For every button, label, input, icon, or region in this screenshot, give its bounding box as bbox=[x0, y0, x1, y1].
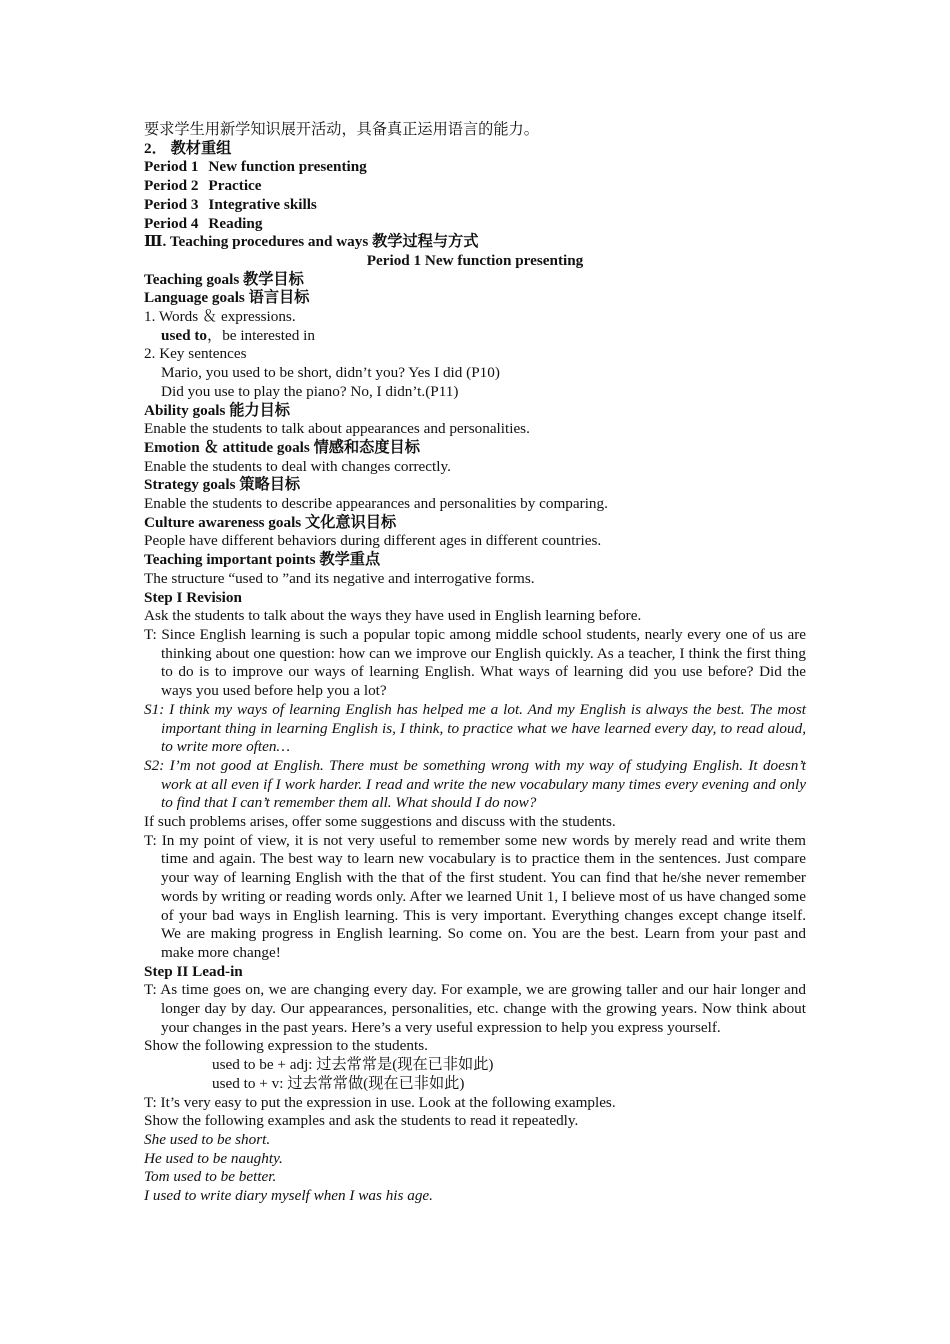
example-sentence: Tom used to be better. bbox=[144, 1168, 277, 1186]
expression-line: used to be + adj: 过去常常是(现在已非如此) bbox=[212, 1056, 494, 1074]
key-sentence: Did you use to play the piano? No, I didn’t.(P11) bbox=[161, 382, 459, 400]
words-label: 1. Words ＆ expressions. bbox=[144, 308, 296, 326]
procedures-heading: Ⅲ. Teaching procedures and ways 教学过程与方式 bbox=[144, 233, 479, 251]
example-sentence: I used to write diary myself when I was his age. bbox=[144, 1187, 433, 1205]
emotion-heading: Emotion ＆ attitude goals 情感和态度目标 bbox=[144, 438, 420, 456]
example-sentence: He used to be naughty. bbox=[144, 1149, 283, 1167]
step1-problems: If such problems arises, offer some suggestions and discuss with the students. bbox=[144, 813, 616, 831]
step2-show: Show the following expression to the students. bbox=[144, 1037, 428, 1055]
period-item: Period 1 New function presenting bbox=[144, 158, 367, 176]
ability-text: Enable the students to talk about appearances and personalities. bbox=[144, 420, 530, 438]
words-bold: used to bbox=[161, 326, 207, 344]
student-paragraph: S2: I’m not good at English. There must be something wrong with my way of studying English. It doesn’t work at all even if I work harder. I read and write the new vocabulary many times every evening and only to find that I can’t remember them all. What should I do now? bbox=[144, 756, 806, 812]
strategy-heading: Strategy goals 策略目标 bbox=[144, 476, 301, 494]
important-points-text: The structure “used to ”and its negative and interrogative forms. bbox=[144, 569, 535, 587]
example-sentence: She used to be short. bbox=[144, 1130, 271, 1148]
culture-heading: Culture awareness goals 文化意识目标 bbox=[144, 513, 397, 531]
teacher-paragraph: T: In my point of view, it is not very useful to remember some new words by merely read and write them time and again. The best way to learn new vocabulary is to practice them in the sentences. Just compare your way of learning English with the that of the first student. You can find that he/she never remember words by writing or reading words only. After we learned Unit 1, I believe most of us have changed some of your bad ways in English learning. This is very important. Everything changes except change itself. We are making progress in English learning. So come on. You are the best. Learn from your past and make more change! bbox=[144, 831, 806, 961]
period-item: Period 3 Integrative skills bbox=[144, 195, 317, 213]
period-item: Period 4 Reading bbox=[144, 214, 263, 232]
period1-title: Period 1 New function presenting bbox=[366, 251, 584, 269]
document-page bbox=[144, 121, 806, 1206]
key-sentences-label: 2. Key sentences bbox=[144, 345, 247, 363]
emotion-text: Enable the students to deal with changes correctly. bbox=[144, 457, 451, 475]
period-item: Period 2 Practice bbox=[144, 177, 262, 195]
language-goals-heading: Language goals 语言目标 bbox=[144, 289, 310, 307]
strategy-text: Enable the students to describe appearances and personalities by comparing. bbox=[144, 495, 608, 513]
step1-intro: Ask the students to talk about the ways they have used in English learning before. bbox=[144, 607, 642, 625]
culture-text: People have different behaviors during different ages in different countries. bbox=[144, 532, 602, 550]
student-paragraph: S1: I think my ways of learning English has helped me a lot. And my English is always the best. The most important thing in learning English is, I think, to practice what we have learned every day, to read aloud, to write more often… bbox=[144, 700, 806, 756]
key-sentence: Mario, you used to be short, didn’t you? Yes I did (P10) bbox=[161, 364, 500, 382]
teaching-goals-heading: Teaching goals 教学目标 bbox=[144, 270, 304, 288]
reorg-heading: 2． 教材重组 bbox=[144, 139, 232, 157]
intro-line: 要求学生用新学知识展开活动，具备真正运用语言的能力。 bbox=[144, 121, 539, 138]
expression-line: used to + v: 过去常常做(现在已非如此) bbox=[212, 1074, 465, 1092]
teacher-paragraph: T: As time goes on, we are changing every day. For example, we are growing taller and our hair longer and longer day by day. Our appearances, personalities, etc. change with the growing years. Now think about your changes in the past years. Here’s a very useful expression to help you express yourself. bbox=[144, 981, 806, 1036]
important-points-heading: Teaching important points 教学重点 bbox=[144, 551, 381, 569]
examples-intro: Show the following examples and ask the students to read it repeatedly. bbox=[144, 1112, 579, 1130]
teacher-line: T: It’s very easy to put the expression in use. Look at the following examples. bbox=[144, 1093, 616, 1111]
step1-heading: Step I Revision bbox=[144, 588, 242, 606]
step2-heading: Step II Lead-in bbox=[144, 962, 243, 980]
words-line bbox=[144, 327, 806, 346]
ability-heading: Ability goals 能力目标 bbox=[144, 401, 290, 419]
words-rest: ，be interested in bbox=[207, 326, 315, 344]
teacher-paragraph: T: Since English learning is such a popular topic among middle school students, nearly every one of us are thinking about one question: how can we improve our English quickly. As a teacher, I think the first thing to do is to improve our ways of learning English. What ways of learning did you use before? Did the ways you used before help you a lot? bbox=[144, 625, 806, 700]
